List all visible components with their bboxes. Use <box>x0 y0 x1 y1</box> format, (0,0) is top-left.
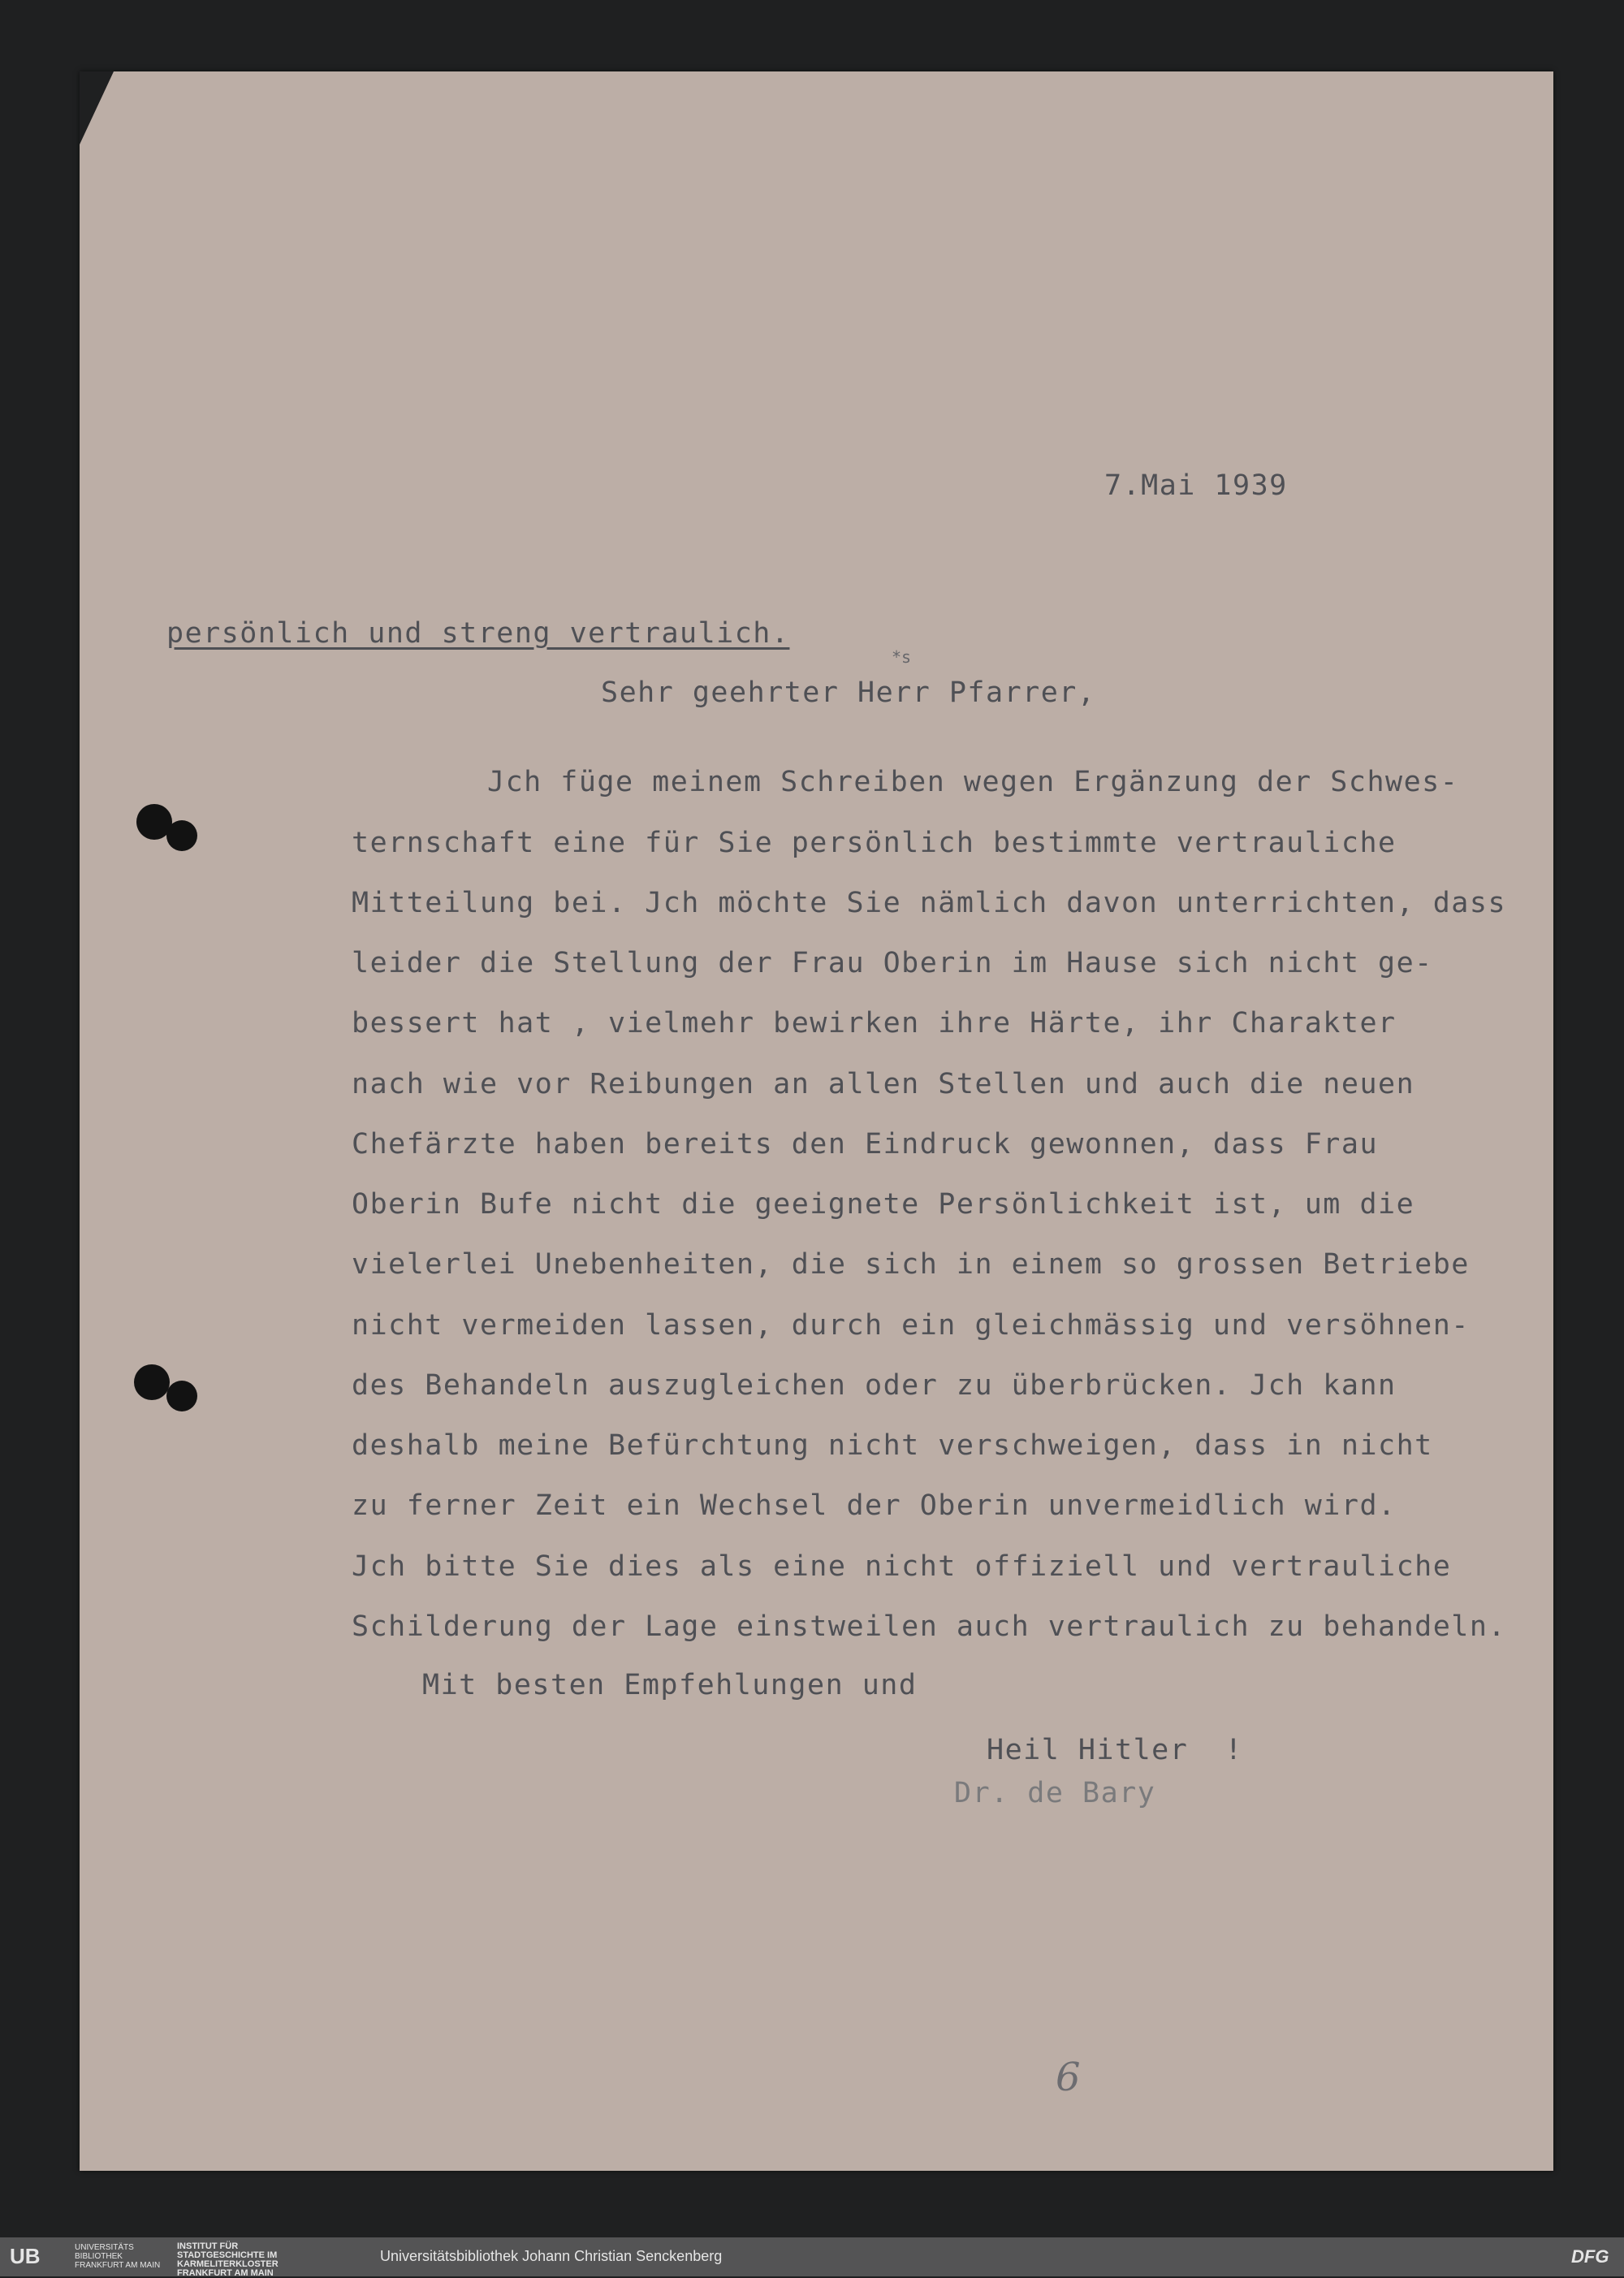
stray-mark: *s <box>892 647 912 667</box>
letter-salutation: Sehr geehrter Herr Pfarrer, <box>601 676 1096 709</box>
body-line-7: Chefärzte haben bereits den Eindruck gewonnen, dass Frau <box>352 1128 1379 1161</box>
dfg-logo[interactable]: DFG <box>1571 2246 1609 2267</box>
ub-logo[interactable]: UB <box>10 2244 41 2268</box>
punch-hole-bottom <box>134 1364 170 1400</box>
letter-page <box>80 71 1553 2171</box>
letter-signer: Dr. de Bary <box>954 1777 1156 1809</box>
folded-corner <box>80 71 114 145</box>
body-line-1: Jch füge meinem Schreiben wegen Ergänzung der Schwes- <box>487 766 1459 798</box>
body-line-4: leider die Stellung der Frau Oberin im Hause sich nicht ge- <box>352 947 1433 979</box>
letter-closing: Mit besten Empfehlungen und <box>422 1669 918 1701</box>
isg-logo[interactable]: INSTITUT FÜR STADTGESCHICHTE IM KARMELITERKLOSTER FRANKFURT AM MAIN <box>177 2241 279 2278</box>
punch-hole-top-b <box>166 820 197 851</box>
footer-caption: Universitätsbibliothek Johann Christian Senckenberg <box>380 2248 723 2264</box>
body-line-13: zu ferner Zeit ein Wechsel der Oberin unvermeidlich wird. <box>352 1489 1397 1522</box>
body-line-6: nach wie vor Reibungen an allen Stellen und auch die neuen <box>352 1068 1415 1100</box>
punch-hole-bottom-b <box>166 1381 197 1411</box>
body-line-12: deshalb meine Befürchtung nicht verschweigen, dass in nicht <box>352 1429 1433 1462</box>
body-line-14: Jch bitte Sie dies als eine nicht offiziell und vertrauliche <box>352 1550 1452 1583</box>
letter-greeting: Heil Hitler ! <box>987 1734 1244 1766</box>
footer-bar <box>0 2237 1624 2276</box>
ub-name: UNIVERSITÄTS BIBLIOTHEK FRANKFURT AM MAIN <box>75 2243 161 2270</box>
body-line-8: Oberin Bufe nicht die geeignete Persönlichkeit ist, um die <box>352 1188 1415 1221</box>
body-line-10: nicht vermeiden lassen, durch ein gleichmässig und versöhnen- <box>352 1309 1470 1342</box>
page-number: 6 <box>1056 2055 1081 2100</box>
body-line-15: Schilderung der Lage einstweilen auch vertraulich zu behandeln. <box>352 1610 1507 1643</box>
letter-date: 7.Mai 1939 <box>1104 469 1288 502</box>
body-line-3: Mitteilung bei. Jch möchte Sie nämlich davon unterrichten, dass <box>352 887 1507 919</box>
body-line-9: vielerlei Unebenheiten, die sich in einem so grossen Betriebe <box>352 1248 1470 1281</box>
body-line-11: des Behandeln auszugleichen oder zu überbrücken. Jch kann <box>352 1369 1397 1402</box>
letter-subject: persönlich und streng vertraulich. <box>166 617 790 650</box>
body-line-5: bessert hat , vielmehr bewirken ihre Härte, ihr Charakter <box>352 1007 1397 1040</box>
body-line-2: ternschaft eine für Sie persönlich bestimmte vertrauliche <box>352 827 1397 859</box>
